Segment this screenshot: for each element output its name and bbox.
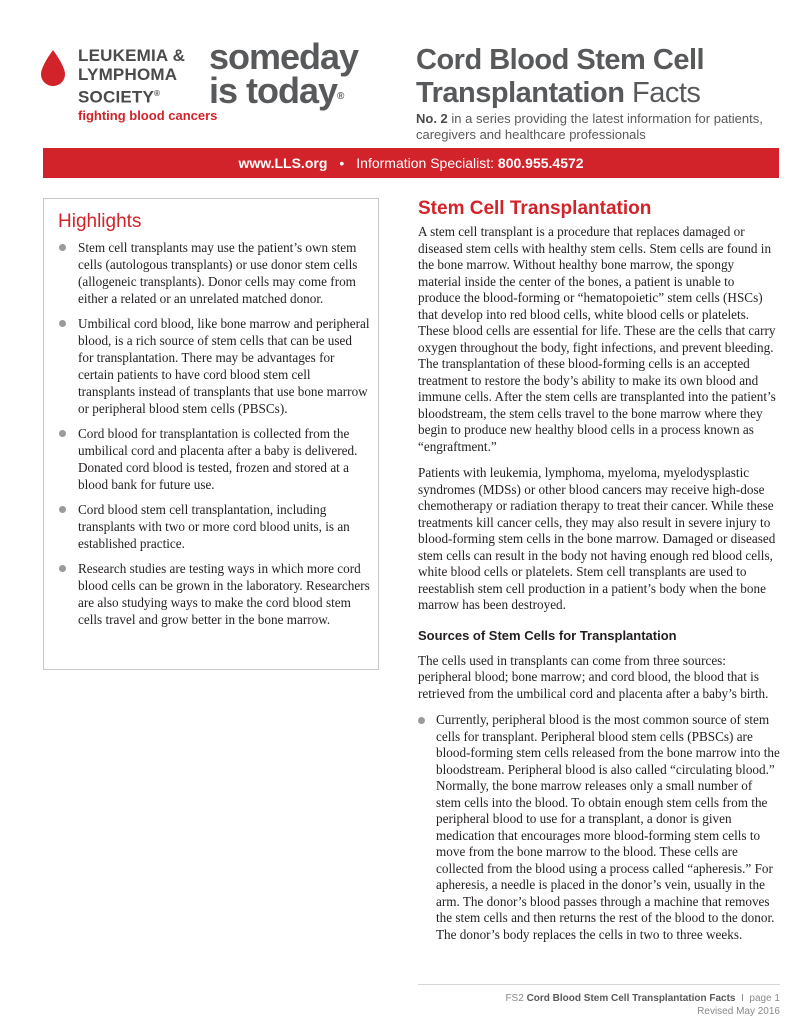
org-name-line1: LEUKEMIA & (78, 46, 186, 65)
list-item (58, 501, 370, 552)
bullet-icon (418, 717, 425, 724)
contact-separator: • (339, 155, 345, 171)
section-title: Stem Cell Transplantation (418, 198, 652, 219)
org-tagline: fighting blood cancers (78, 108, 218, 123)
series-description: in a series providing the latest information for patients, caregivers and healthcare professionals (416, 111, 763, 142)
title-line1: Cord Blood Stem Cell (416, 44, 705, 76)
bullet-icon (59, 506, 66, 513)
campaign-registered-mark: ® (337, 91, 344, 102)
campaign-line1: someday (209, 36, 359, 77)
highlights-list (58, 239, 370, 636)
blood-drop-logo-icon (38, 48, 68, 88)
campaign-logo (209, 36, 359, 111)
highlights-box (43, 198, 379, 670)
list-item (58, 315, 370, 417)
list-item-text: Umbilical cord blood, like bone marrow and peripheral blood, is a rich source of stem cells that can be used for transplantation. There may be advantages for certain patients to have cord blood stem cell transplants instead of transplants that use bone marrow or peripheral blood stem cells (PBSCs). (78, 316, 370, 416)
main-content (418, 198, 780, 943)
footer-divider-mark: I (741, 993, 744, 1004)
list-item-text: Cord blood for transplantation is collected from the umbilical cord and placenta after a baby is delivered. Donated cord blood is tested, frozen and stored at a blood bank for future use. (78, 426, 358, 492)
highlights-title: Highlights (58, 211, 142, 232)
list-item (58, 425, 370, 493)
list-item (418, 712, 780, 943)
paragraph: Patients with leukemia, lymphoma, myeloma, myelodysplastic syndromes (MDSs) or other blood cancers may receive high-dose chemotherapy or radiation therapy to treat their cancer. While these treatments kill cancer cells, they may also result in severe injury to blood-forming stem cells in the bone marrow. Damaged or diseased stem cells can result in the body not having enough red blood cells, white blood cells or platelets. Stem cell transplants are used to reestablish stem cell production in a patient’s body when the bone marrow has been destroyed. (418, 465, 776, 612)
org-name-line3: SOCIETY (78, 87, 155, 107)
bullet-icon (59, 244, 66, 251)
list-item-text: Research studies are testing ways in which more cord blood cells can be grown in the laboratory. Researchers are also studying ways to make the cord blood stem cells travel and grow better in the bone marrow. (78, 561, 370, 627)
bullet-icon (59, 430, 66, 437)
contact-bar (43, 148, 779, 178)
list-item (58, 560, 370, 628)
title-line2-bold: Transplantation (416, 77, 625, 109)
org-registered-mark: ® (154, 89, 161, 98)
document-title (416, 44, 704, 110)
list-item-text: Currently, peripheral blood is the most common source of stem cells for transplant. Peripheral blood stem cells (PBSCs) are blood-forming stem cells released from the bone marrow into the bloodstream. Peripheral blood is also called “circulating blood.” Normally, the bone marrow releases only a small number of stem cells into the blood. To obtain enough stem cells from the peripheral blood to use for a transplant, a donor is given medication that encourages more blood-forming stem cells to move from the bone marrow to the blood. These cells are collected from the blood using a process called “apheresis.” For apheresis, a needle is placed in the donor’s vein, usually in the arm. The donor’s blood passes through a machine that removes the stem cells and then returns the rest of the blood to the donor. The donor’s body replaces the cells in two to three weeks. (436, 712, 780, 942)
title-line2-light: Facts (631, 77, 701, 109)
series-number: No. 2 (416, 111, 448, 126)
footer-doc-title: Cord Blood Stem Cell Transplantation Facts (526, 993, 736, 1004)
sources-list (418, 712, 780, 943)
bullet-icon (59, 320, 66, 327)
list-item (58, 239, 370, 307)
paragraph: A stem cell transplant is a procedure that replaces damaged or diseased stem cells with healthy stem cells. Stem cells are found in the bone marrow. Without healthy bone marrow, the spongy material inside the center of the bones, a patient is unable to produce the blood-forming or “hematopoietic” stem cells (HSCs) that develop into red blood cells, white blood cells or platelets. These blood cells are essential for life. These are the cells that carry oxygen throughout the body, fight infections, and prevent bleeding. The transplantation of these blood-forming cells is an accepted treatment to restore the body’s ability to make its own blood and immune cells. After the stem cells are transplanted into the patient’s bloodstream, the stem cells travel to the bone marrow where they begin to produce new healthy blood cells in a process known as “engraftment.” (418, 224, 776, 454)
footer-code: FS2 (505, 993, 524, 1004)
organization-name (78, 46, 185, 107)
org-name-line2: LYMPHOMA (78, 65, 178, 84)
revision-date: Revised May 2016 (697, 1006, 780, 1017)
page-footer (505, 992, 780, 1018)
website-link[interactable]: www.LLS.org (238, 155, 328, 171)
campaign-line2: is today (209, 70, 338, 111)
page-number: page 1 (749, 993, 780, 1004)
footer-divider (418, 984, 780, 985)
list-item-text: Cord blood stem cell transplantation, including transplants with two or more cord blood units, is an established practice. (78, 502, 350, 551)
subsection-title: Sources of Stem Cells for Transplantation (418, 627, 677, 643)
series-note (416, 111, 776, 143)
phone-number[interactable]: 800.955.4572 (497, 155, 584, 171)
bullet-icon (59, 565, 66, 572)
specialist-label: Information Specialist: (356, 155, 495, 171)
paragraph: The cells used in transplants can come from three sources: peripheral blood; bone marrow; and cord blood, the blood that is retrieved from the umbilical cord and placenta after a baby’s birth. (418, 652, 769, 701)
list-item-text: Stem cell transplants may use the patient’s own stem cells (autologous transplants) or use donor stem cells (allogeneic transplants). Donor cells may come from either a related or an unrelated matched donor. (78, 240, 358, 306)
